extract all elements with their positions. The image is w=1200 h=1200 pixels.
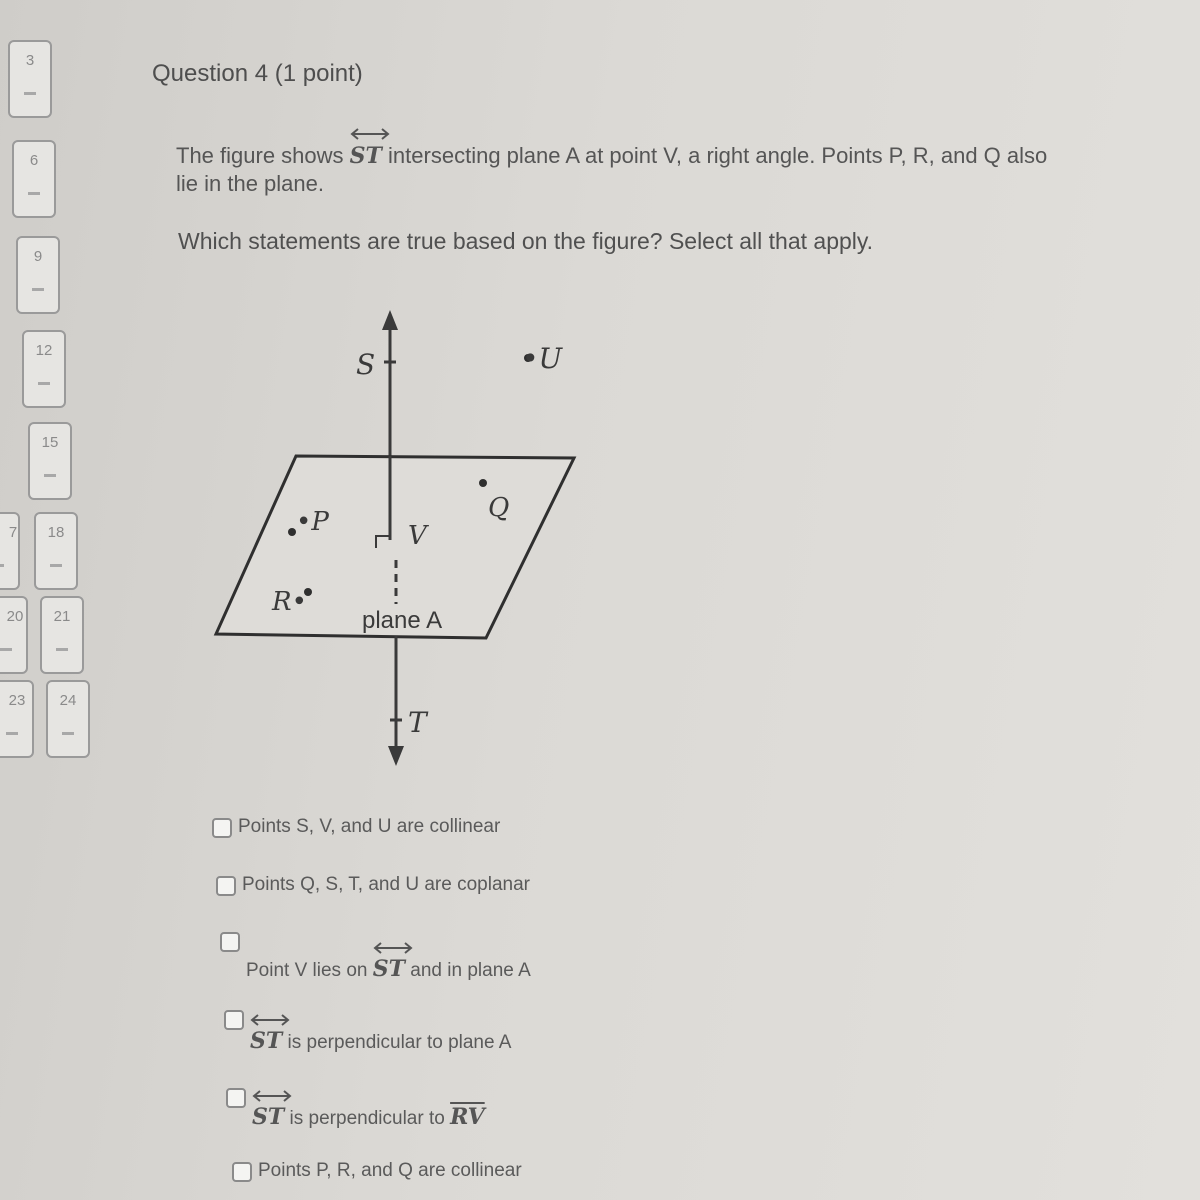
arrowhead-up-icon (382, 310, 398, 330)
option-label: Points Q, S, T, and U are coplanar (242, 874, 530, 895)
question-stem (176, 142, 1056, 198)
point-p (288, 528, 296, 536)
option-checkbox[interactable] (216, 876, 236, 896)
nav-tile-number: 24 (59, 692, 77, 709)
line-st-symbol (252, 1104, 284, 1130)
option-1[interactable] (212, 816, 500, 838)
option-3[interactable] (220, 932, 531, 982)
geometry-figure (200, 300, 600, 780)
segment-rv-symbol: $\overline{RV}$ (450, 1104, 485, 1130)
stem-text-start: The figure shows (176, 143, 344, 168)
question-title: Question 4 (1 point) (152, 60, 363, 87)
nav-tile-number: 23 (8, 692, 26, 709)
line-st-symbol (350, 142, 382, 170)
nav-tile-number: 21 (53, 608, 71, 625)
stem-text-end: intersecting plane A at point V, a right angle. Points P, R, and Q also lie in the plane. (176, 143, 1048, 196)
nav-tile-15[interactable] (28, 422, 72, 500)
nav-tile-number: 12 (35, 342, 53, 359)
label-s: S (356, 348, 376, 381)
option-label (252, 1104, 485, 1130)
option-checkbox[interactable] (226, 1088, 246, 1108)
nav-tile-number: 9 (33, 248, 43, 265)
question-prompt: Which statements are true based on the figure? Select all that apply. (178, 228, 874, 254)
option-checkbox[interactable] (224, 1010, 244, 1030)
nav-tile-number: 20 (6, 608, 24, 625)
line-st-label: ST (252, 1104, 285, 1130)
line-st-symbol (373, 956, 405, 982)
nav-tile-3[interactable] (8, 40, 52, 118)
nav-tile-9[interactable] (16, 236, 60, 314)
option-label (250, 1028, 511, 1054)
option-checkbox[interactable] (232, 1162, 252, 1182)
label-r: R• (272, 587, 307, 617)
label-p: •P (296, 507, 329, 537)
nav-tile-number: 3 (25, 52, 35, 69)
option-6[interactable] (232, 1160, 522, 1182)
label-v: V (408, 521, 427, 551)
point-q (479, 479, 487, 487)
label-q: Q (488, 493, 510, 523)
label-t: T (408, 706, 427, 739)
nav-tile-12[interactable] (22, 330, 66, 408)
double-arrow-icon (350, 128, 390, 140)
option-text-post: is perpendicular to (289, 1108, 445, 1129)
nav-tile-6[interactable] (12, 140, 56, 218)
line-st-label: ST (349, 143, 382, 169)
nav-tile-23[interactable] (0, 680, 34, 758)
nav-tile-number: 15 (41, 434, 59, 451)
arrowhead-down-icon (388, 746, 404, 766)
nav-tile-number: 7 (8, 524, 18, 541)
nav-tile-24[interactable] (46, 680, 90, 758)
nav-tile-21[interactable] (40, 596, 84, 674)
double-arrow-icon (250, 1014, 290, 1026)
label-plane-a: plane A (362, 607, 443, 634)
option-label: Points P, R, and Q are collinear (258, 1160, 522, 1181)
option-text-post: is perpendicular to plane A (287, 1032, 512, 1053)
nav-tile-number: 6 (29, 152, 39, 169)
option-checkbox[interactable] (212, 818, 232, 838)
option-label: Points S, V, and U are collinear (238, 816, 501, 837)
line-st-label: ST (250, 1028, 283, 1054)
option-checkbox[interactable] (220, 932, 240, 952)
nav-tile-20[interactable] (0, 596, 28, 674)
option-2[interactable] (216, 874, 530, 896)
double-arrow-icon (373, 942, 413, 954)
option-text-pre: Point V lies on (246, 960, 368, 981)
label-u: •U (522, 342, 563, 375)
nav-tile-17[interactable] (0, 512, 20, 590)
option-text-post: and in plane A (410, 960, 531, 981)
nav-tile-number: 18 (47, 524, 65, 541)
option-label (246, 956, 531, 982)
line-st-label: ST (372, 956, 406, 982)
nav-tile-18[interactable] (34, 512, 78, 590)
option-4[interactable] (224, 1010, 511, 1054)
double-arrow-icon (252, 1090, 292, 1102)
line-st-symbol (250, 1028, 282, 1054)
option-5[interactable] (226, 1088, 485, 1130)
